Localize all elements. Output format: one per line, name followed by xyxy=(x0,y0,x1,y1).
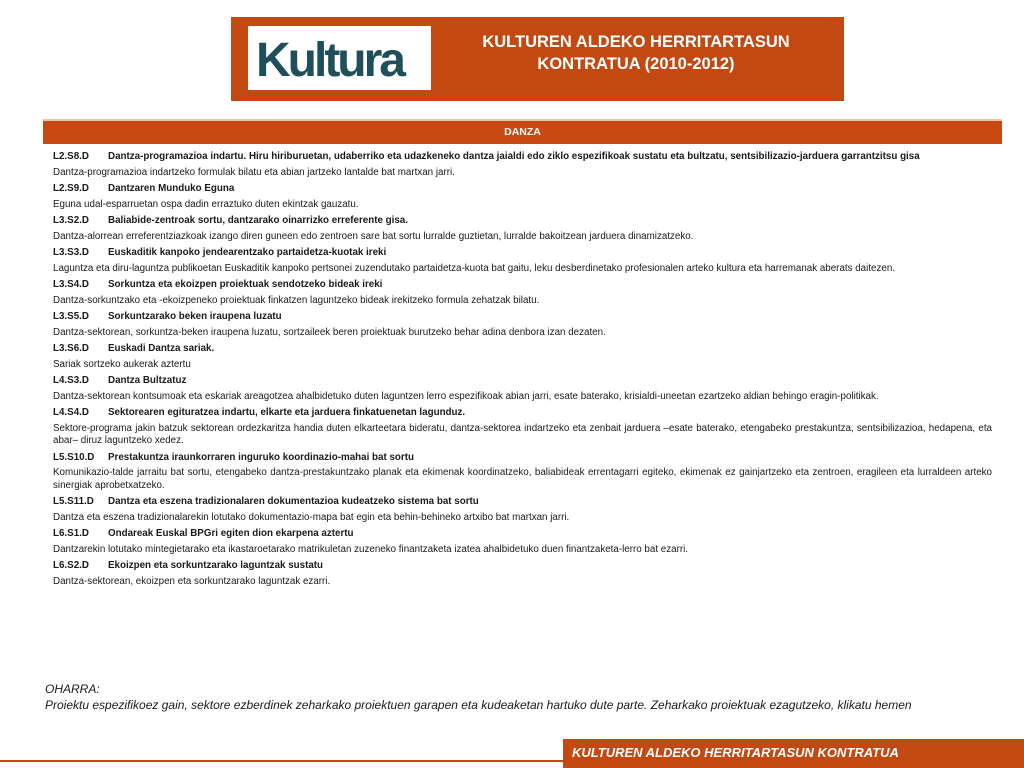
entry-description: Dantza-programazioa indartzeko formulak bilatu eta abian jartzeko lantalde bat martxan jarri. xyxy=(53,166,455,178)
entry-code: L4.S3.D xyxy=(53,375,89,386)
entry-description: Dantzarekin lotutako mintegietarako eta ikastaroetarako matrikuletan zuzeneko finantzaketa izatea ahalbidetuko duen finantzaketa-lerro bat ezarri. xyxy=(53,543,688,555)
entry-title: Sorkuntza eta ekoizpen proiektuak sendotzeko bideak ireki xyxy=(108,279,383,290)
page-title xyxy=(441,31,831,75)
kultura-logo-icon xyxy=(248,26,431,90)
entry-heading xyxy=(53,375,992,388)
entry-heading xyxy=(53,215,992,228)
entry-code: L3.S4.D xyxy=(53,279,89,290)
kultura-logo xyxy=(248,26,431,90)
note-body: Proiektu espezifikoez gain, sektore ezberdinek zeharkako proiektuen garapen eta kudeaketan hartuko dute parte. Zeharkako proiektuak ezagutzeko, klikatu xyxy=(45,698,875,712)
entry-description: Laguntza eta diru-laguntza publikoetan Euskaditik kanpoko pertsonei zuzendutako partaidetza-kuota bat gaitu, leku desberdinetako profesionalen arteko kultura eta harremanak aberats daitezen. xyxy=(53,262,895,274)
entry-heading xyxy=(53,311,992,324)
entry-description: Dantza-sektorean, sorkuntza-beken iraupena luzatu, sortzaileek beren proiektuak burutzeko behar adina denbora izan dezaten. xyxy=(53,326,606,338)
note-text xyxy=(45,697,925,713)
entry-heading xyxy=(53,496,992,509)
entry-title: Ondareak Euskal BPGri egiten dion ekarpena aztertu xyxy=(108,528,354,539)
entry-code: L6.S2.D xyxy=(53,560,89,571)
entry-code: L2.S8.D xyxy=(53,151,89,162)
note-label: OHARRA: xyxy=(45,682,100,696)
entry-code: L6.S1.D xyxy=(53,528,89,539)
entry-title: Baliabide-zentroak sortu, dantzarako oinarrizko erreferente gisa. xyxy=(108,215,408,226)
entry-heading xyxy=(53,247,992,260)
entry-title: Dantza-programazioa indartu. Hiru hiriburuetan, udaberriko eta udazkeneko dantza jaialdi edo ziklo espezifikoak sustatu eta bultzatu, sentsibilizazio-jarduera garrantzitsu gisa xyxy=(108,151,920,162)
entry-code: L3.S6.D xyxy=(53,343,89,354)
page-title-line2: KONTRATUA (2010-2012) xyxy=(537,55,735,73)
entry-code: L4.S4.D xyxy=(53,407,89,418)
entry-heading xyxy=(53,151,992,164)
page-title-line1: KULTUREN ALDEKO HERRITARTASUN xyxy=(482,33,790,51)
entry-title: Euskadi Dantza sariak. xyxy=(108,343,215,354)
entry-heading xyxy=(53,183,992,196)
entry-title: Euskaditik kanpoko jendearentzako partaidetza-kuotak ireki xyxy=(108,247,387,258)
entry-title: Prestakuntza iraunkorraren inguruko koordinazio-mahai bat sortu xyxy=(108,451,414,463)
entry-title: Dantza eta eszena tradizionalaren dokumentazioa kudeatzeko sistema bat sortu xyxy=(108,496,479,507)
entry-description: Dantza eta eszena tradizionalarekin lotutako dokumentazio-mapa bat egin eta behin-behineko artxibo bat martxan jarri. xyxy=(53,511,570,523)
entry-title: Ekoizpen eta sorkuntzarako laguntzak sustatu xyxy=(108,560,324,571)
entry-title: Sorkuntzarako beken iraupena luzatu xyxy=(108,311,282,322)
entry-heading xyxy=(53,452,992,465)
entry-heading xyxy=(53,279,992,292)
note-block xyxy=(45,681,925,713)
entry-code: L2.S9.D xyxy=(53,183,89,194)
logo-wordmark: Kultura xyxy=(256,34,403,87)
entry-code: L3.S3.D xyxy=(53,247,89,258)
section-title-bar: DANZA xyxy=(43,119,1002,144)
entry-description: Sariak sortzeko aukerak aztertu xyxy=(53,358,191,370)
entry-title: Sektorearen egituratzea indartu, elkarte eta jarduera finkatuenetan lagunduz. xyxy=(108,407,466,418)
entry-heading xyxy=(53,407,992,420)
entry-code: L3.S5.D xyxy=(53,311,89,322)
entry-description: Komunikazio-talde jarraitu bat sortu, etengabeko dantza-prestakuntzako planak eta ekimenak koordinatzeko, baliabideak errentagarri egiteko, ekimenak ez gainjartzeko eta zentroen, eragileen eta lurraldeen arteko sinergiak aprobetxatzeko. xyxy=(53,467,992,491)
entry-title: Dantzaren Munduko Eguna xyxy=(108,183,235,194)
entry-heading xyxy=(53,343,992,356)
entry-code: L5.S11.D xyxy=(53,496,94,507)
entry-heading xyxy=(53,528,992,541)
entry-code: L5.S10.D xyxy=(53,451,95,463)
entry-description: Sektore-programa jakin batzuk sektorean ordezkaritza handia duten elkarteetara bideratu, dantza-sektorea indartzeko eta zenbait jarduera –esate baterako, etengabeko prestakuntza, sentsibilizazioa, hedapena, eta abar– diruz laguntzeko xedez. xyxy=(53,422,992,446)
entry-description: Dantza-alorrean erreferentziazkoak izango diren guneen edo zentroen sare bat sortu lurralde guztietan, lurralde bakoitzean jarduera dinamizatzeko. xyxy=(53,230,694,242)
entry-description: Dantza-sorkuntzako eta -ekoizpeneko proiektuak finkatzen laguntzeko bideak irekitzeko formula zehatzak bilatu. xyxy=(53,294,540,306)
entry-description: Eguna udal-esparruetan ospa dadin erraztuko duten ekintzak gauzatu. xyxy=(53,198,359,210)
footer-title: KULTUREN ALDEKO HERRITARTASUN KONTRATUA xyxy=(563,739,1024,768)
entry-code: L3.S2.D xyxy=(53,215,89,226)
header-banner xyxy=(231,17,844,101)
entry-description: Dantza-sektorean, ekoizpen eta sorkuntzarako laguntzak ezarri. xyxy=(53,575,331,587)
entry-description: Dantza-sektorean kontsumoak eta eskariak areagotzea ahalbidetuko duten laguntzen lerro espezifikoak abian jarri, esate baterako, krisialdi-uneetan ezartzeko aldian behingo eragin-politikak. xyxy=(53,390,879,402)
entry-heading xyxy=(53,560,992,573)
entry-title: Dantza Bultzatuz xyxy=(108,375,187,386)
entries-list xyxy=(53,151,992,592)
note-link-hemen[interactable]: hemen xyxy=(874,698,912,712)
